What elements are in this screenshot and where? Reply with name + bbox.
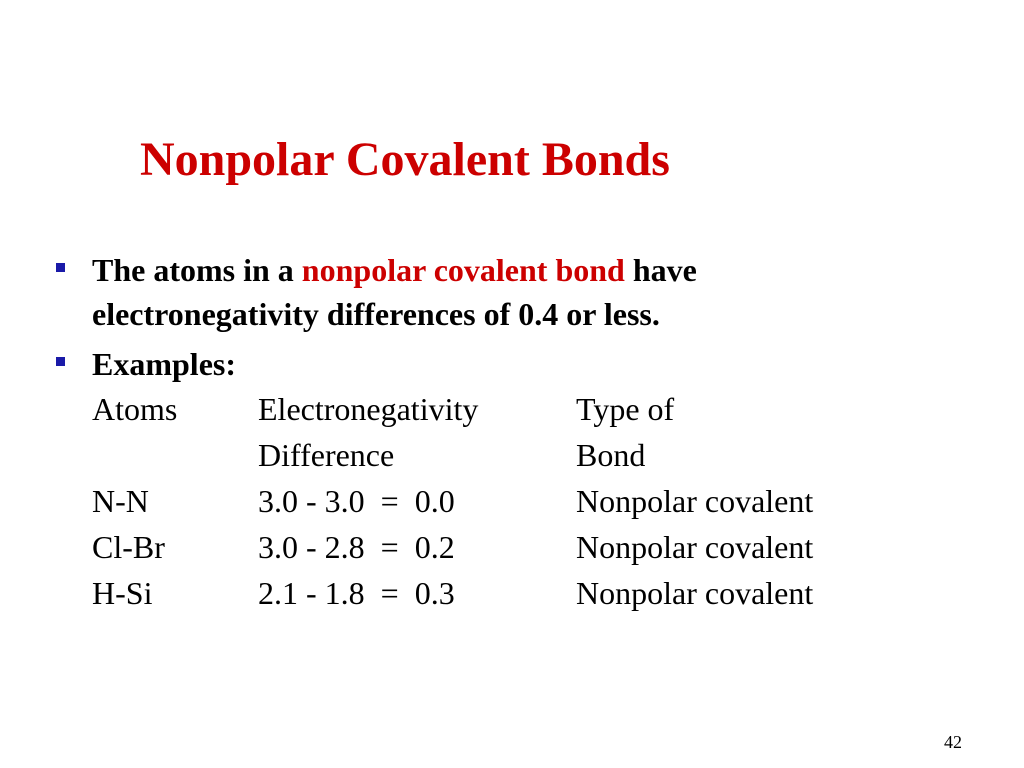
table-header-row xyxy=(92,432,906,478)
cell-difference: 3.0 - 2.8 = 0.2 xyxy=(258,529,455,565)
cell-bond-type: Nonpolar covalent xyxy=(576,529,814,565)
cell-difference: 2.1 - 1.8 = 0.3 xyxy=(258,575,455,611)
page-number: 42 xyxy=(944,732,962,752)
cell-bond-type: Nonpolar covalent xyxy=(576,575,814,611)
highlighted-term: nonpolar covalent bond xyxy=(301,252,625,288)
header-atoms-blank xyxy=(92,432,258,478)
bullet-definition xyxy=(92,248,697,336)
table-row xyxy=(92,524,906,570)
table-row xyxy=(92,478,906,524)
cell-atoms: N-N xyxy=(92,483,149,519)
header-electronegativity: Electronegativity xyxy=(258,391,479,427)
bullet-definition-line-2: electronegativity differences of 0.4 or less. xyxy=(92,296,660,332)
header-bond: Bond xyxy=(576,437,646,473)
bullet-examples: Examples: xyxy=(92,346,236,382)
table-header-row xyxy=(92,386,906,432)
bullet-text-before: The atoms in a xyxy=(92,252,302,288)
bullet-square-icon xyxy=(56,263,65,272)
slide-title: Nonpolar Covalent Bonds xyxy=(140,133,670,186)
examples-table xyxy=(92,386,906,616)
cell-difference: 3.0 - 3.0 = 0.0 xyxy=(258,483,455,519)
cell-atoms: Cl-Br xyxy=(92,529,165,565)
bullet-text-after: have xyxy=(624,252,697,288)
cell-bond-type: Nonpolar covalent xyxy=(576,483,814,519)
bullet-square-icon xyxy=(56,357,65,366)
header-type-of: Type of xyxy=(576,391,675,427)
header-difference: Difference xyxy=(258,437,395,473)
table-row xyxy=(92,570,906,616)
bullet-definition-line-1 xyxy=(92,248,697,292)
header-atoms: Atoms xyxy=(92,391,178,427)
cell-atoms: H-Si xyxy=(92,575,153,611)
